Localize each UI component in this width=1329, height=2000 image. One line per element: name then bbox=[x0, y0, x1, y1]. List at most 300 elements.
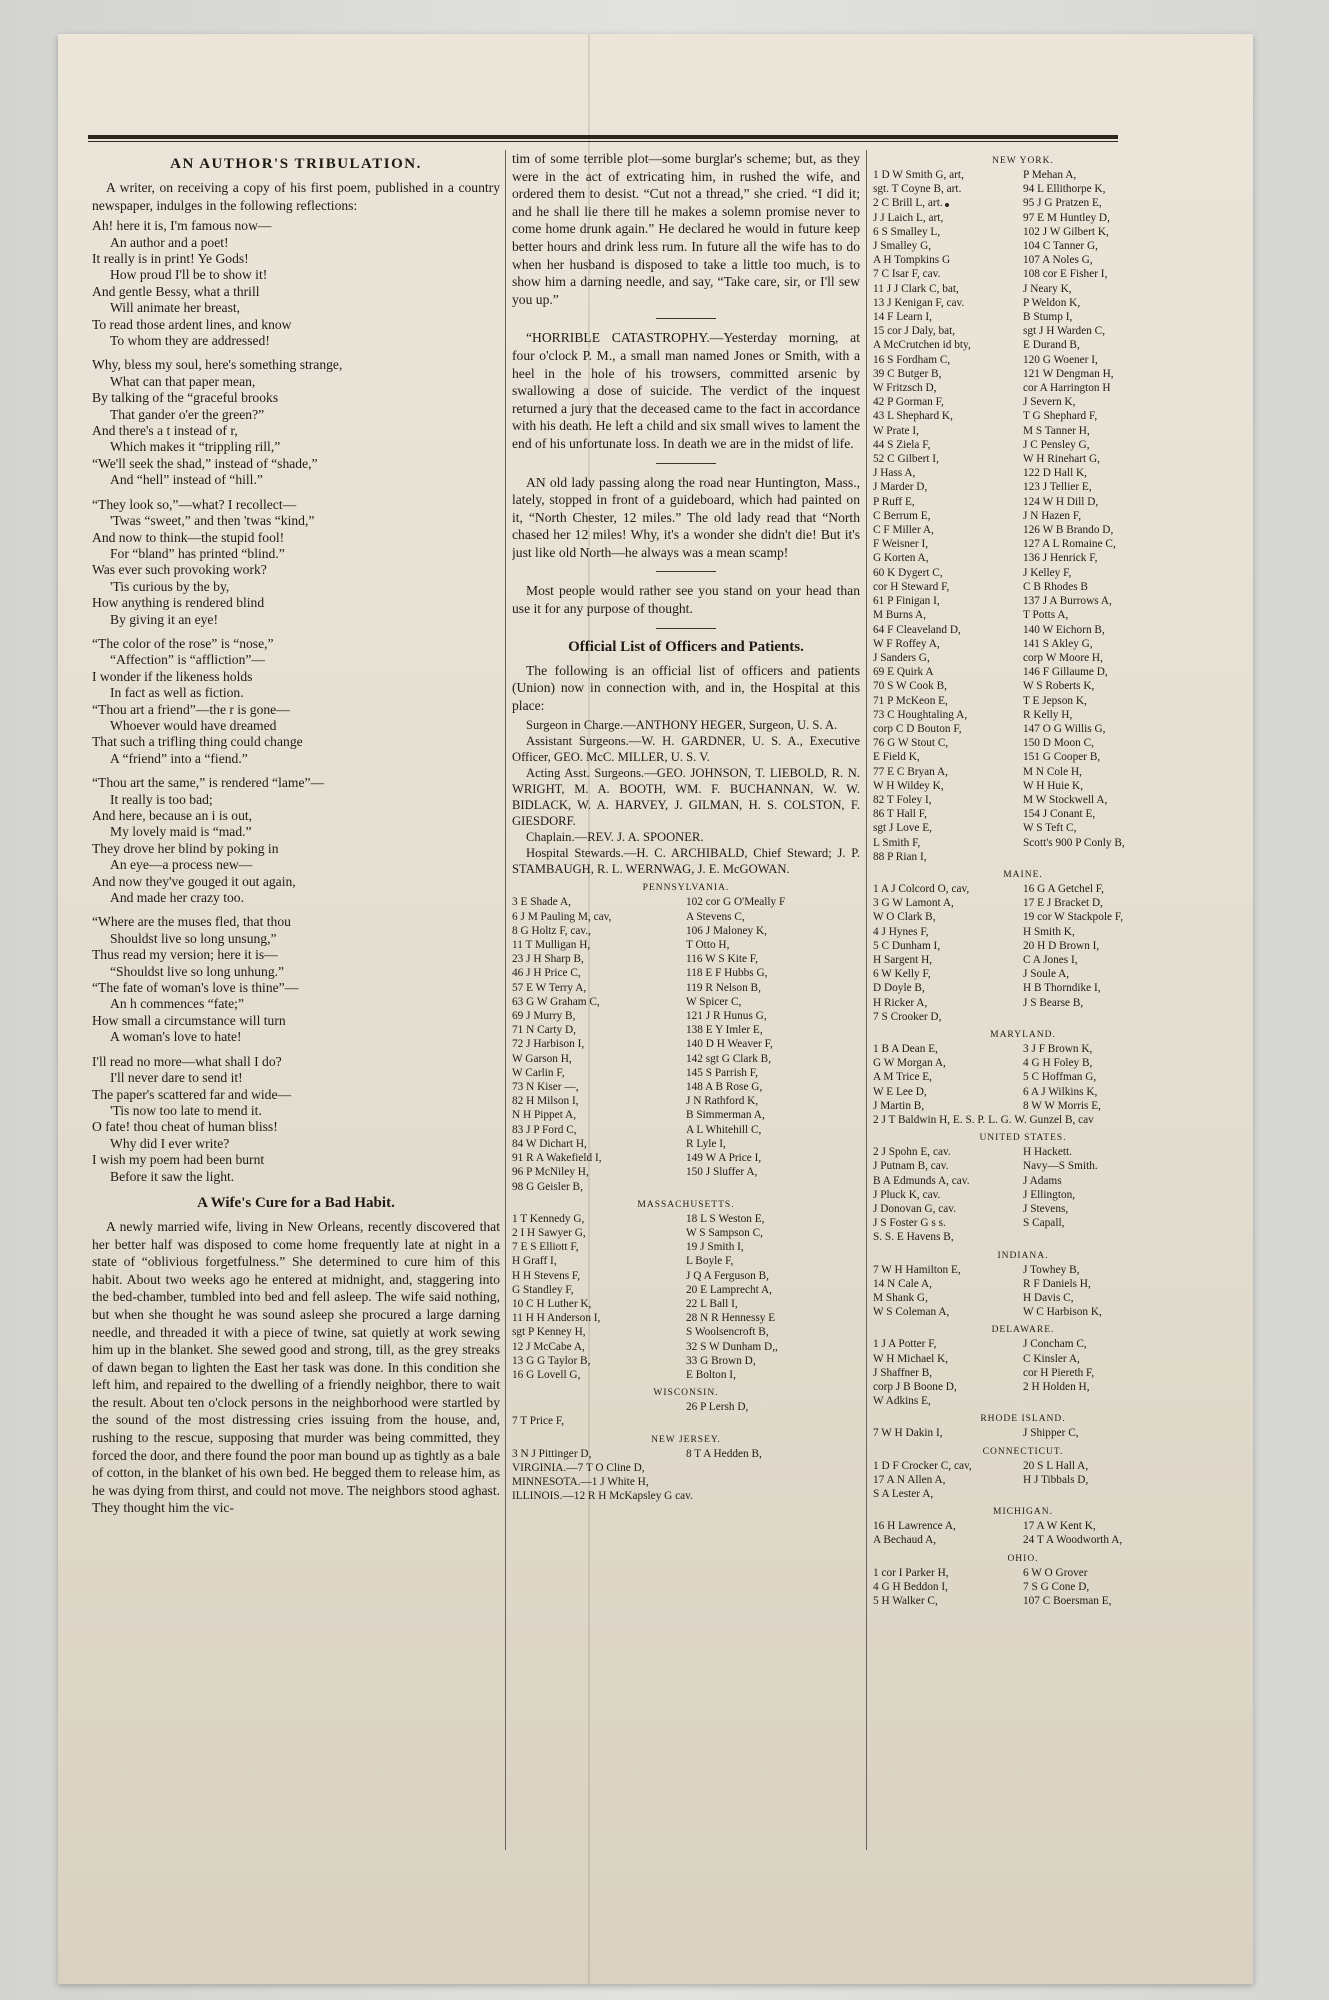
roster-entry: 83 J P Ford C, bbox=[512, 1123, 577, 1136]
poem-line: Was ever such provoking work? bbox=[92, 562, 267, 578]
poem-line: O fate! thou cheat of human bliss! bbox=[92, 1119, 278, 1135]
roster-entry: B Simmerman A, bbox=[686, 1109, 765, 1122]
poem-line: And now they've gouged it out again, bbox=[92, 873, 296, 889]
roster-entry: cor A Harrington H bbox=[1023, 382, 1111, 395]
roster-row bbox=[512, 1137, 860, 1151]
state-heading: MASSACHUSETTS. bbox=[637, 1199, 735, 1210]
roster-entry: J Severn K, bbox=[1023, 396, 1076, 409]
patient-list-right bbox=[873, 156, 1173, 1608]
roster-entry: 69 J Murry B, bbox=[512, 1010, 576, 1023]
roster-entry: 146 F Gillaume D, bbox=[1023, 666, 1108, 679]
roster-entry: 123 J Tellier E, bbox=[1023, 481, 1092, 494]
roster-entry: 140 W Eichorn B, bbox=[1023, 623, 1105, 636]
roster-row bbox=[873, 253, 1173, 267]
roster-entry: C Kinsler A, bbox=[1023, 1352, 1080, 1365]
poem-line: How small a circumstance will turn bbox=[92, 1012, 286, 1028]
roster-row bbox=[512, 952, 860, 966]
roster-entry: 1 D F Crocker C, cav, bbox=[873, 1459, 972, 1472]
staff-entry: Acting Asst. Surgeons.—GEO. JOHNSON, T. LIEBOLD, R. N. WRIGHT, M. A. BOOTH, WM. F. BUCHANNAN, W. W. BIDLACK, W. A. HARVEY, J. GILMAN, H. S. COLSTON, F. GIESDORF. bbox=[512, 766, 860, 829]
roster-entry: 57 E W Terry A, bbox=[512, 981, 587, 994]
roster-row bbox=[873, 1305, 1173, 1319]
poem-line: “We'll seek the shad,” instead of “shade,” bbox=[92, 455, 318, 471]
roster-entry: 60 K Dygert C, bbox=[873, 566, 943, 579]
roster-entry: 107 C Boersman E, bbox=[1023, 1595, 1112, 1608]
roster-row bbox=[512, 1180, 860, 1194]
roster-row bbox=[873, 1594, 1173, 1608]
poem-line: And here, because an i is out, bbox=[92, 808, 253, 823]
story-text: A newly married wife, living in New Orleans, recently discovered that her better half was disposed to come home frequently late at night in a state of “oblivious forgetfulness.” She determined to cure him of this habit. About two weeks ago he entered at midnight, and, staggering into the bed-chamber, tumbled into bed and fell asleep. The wife said nothing, but when she thought he was sound asleep she procured a large darning needle, and threaded it with a piece of twine, sat quietly at work sewing him up in the blanket. She sewed good and strong, till, as the grey streaks of dawn began to lighten the East her task was done. In this condition she left him, and repaired to the dwelling of a friendly neighbor, there to wait the result. About ten o'clock persons in the neighborhood were startled by the sound of the most distressing cries issuing from the house, and, rushing to the rescue, supposing that murder was being committed, they forced the door, and there found the poor man bound up as tightly as a bale of cotton, in the blanket of his own bed. He begged them to release him, as he was dying from thirst, and could not move. The neighbors stood aghast. They thought him the vic- bbox=[92, 1218, 500, 1516]
state-heading: MICHIGAN. bbox=[993, 1507, 1053, 1518]
roster-entry: J Donovan G, cav. bbox=[873, 1203, 957, 1216]
roster-entry: J Concham C, bbox=[1023, 1338, 1087, 1351]
roster-entry bbox=[1023, 1010, 1173, 1024]
state-roster bbox=[873, 1566, 1173, 1609]
roster-entry: M W Stockwell A, bbox=[1023, 793, 1108, 806]
roster-row bbox=[512, 995, 860, 1009]
roster-entry: 15 cor J Daly, bat, bbox=[873, 325, 956, 338]
roster-entry: 11 J J Clark C, bat, bbox=[873, 282, 959, 295]
state-roster bbox=[512, 1447, 860, 1461]
roster-entry: 7 T Price F, bbox=[512, 1415, 565, 1428]
roster-row bbox=[873, 765, 1173, 779]
poem-line: It really is in print! Ye Gods! bbox=[92, 251, 249, 266]
state-roster bbox=[512, 1400, 860, 1428]
roster-row bbox=[512, 1094, 860, 1108]
roster-row bbox=[873, 338, 1173, 352]
roster-row bbox=[512, 910, 860, 924]
poem-line: An h commences “fate;” bbox=[110, 996, 244, 1012]
roster-entry: 138 E Y Imler E, bbox=[686, 1024, 763, 1037]
roster-entry: 150 J Sluffer A, bbox=[686, 1166, 758, 1179]
roster-entry: 7 S Crooker D, bbox=[873, 1010, 942, 1023]
poem-line: How proud I'll be to show it! bbox=[110, 267, 268, 283]
roster-entry: W H Michael K, bbox=[873, 1352, 949, 1365]
roster-row bbox=[873, 896, 1173, 910]
roster-entry: W Spicer C, bbox=[686, 995, 742, 1008]
roster-entry: E Durand B, bbox=[1023, 339, 1080, 352]
roster-entry: H Ricker A, bbox=[873, 996, 928, 1009]
roster-entry: 6 A J Wilkins K, bbox=[1023, 1085, 1098, 1098]
roster-row bbox=[873, 807, 1173, 821]
roster-entry: sgt J Love E, bbox=[873, 822, 932, 835]
poem-line: The paper's scattered far and wide— bbox=[92, 1086, 292, 1102]
roster-entry: 82 H Milson I, bbox=[512, 1095, 579, 1108]
roster-entry: 121 J R Hunus G, bbox=[686, 1010, 767, 1023]
poem-line: 'Tis curious by the by, bbox=[110, 578, 230, 594]
poem-line: By giving it an eye! bbox=[110, 611, 218, 627]
roster-row bbox=[512, 1226, 860, 1240]
state-roster bbox=[873, 168, 1173, 864]
roster-entry: corp W Moore H, bbox=[1023, 651, 1103, 664]
roster-entry: 23 J H Sharp B, bbox=[512, 953, 584, 966]
roster-row bbox=[873, 708, 1173, 722]
roster-entry: 2 C Brill L, art. bbox=[873, 197, 943, 210]
roster-entry: 42 P Gorman F, bbox=[873, 396, 944, 409]
roster-entry: 28 N R Hennessy E bbox=[686, 1312, 776, 1325]
roster-entry: corp C D Bouton F, bbox=[873, 722, 962, 735]
roster-entry: W E Lee D, bbox=[873, 1085, 927, 1098]
roster-row bbox=[512, 924, 860, 938]
roster-entry: 22 L Ball I, bbox=[686, 1297, 738, 1310]
roster-row bbox=[873, 1010, 1173, 1024]
roster-entry: 18 L S Weston E, bbox=[686, 1212, 765, 1225]
state-heading: OHIO. bbox=[1007, 1553, 1039, 1564]
roster-entry: 136 J Henrick F, bbox=[1023, 552, 1098, 565]
poem-line: To read those ardent lines, and know bbox=[92, 316, 292, 332]
roster-entry bbox=[1023, 1230, 1173, 1244]
roster-entry: 16 H Lawrence A, bbox=[873, 1520, 956, 1533]
roster-entry: 150 D Moon C, bbox=[1023, 737, 1094, 750]
roster-entry: 97 E M Huntley D, bbox=[1023, 211, 1110, 224]
roster-entry: 120 G Woener I, bbox=[1023, 353, 1098, 366]
roster-row bbox=[873, 1366, 1173, 1380]
roster-entry: J Pluck K, cav. bbox=[873, 1188, 941, 1201]
roster-entry: 33 G Brown D, bbox=[686, 1354, 756, 1367]
poem-line: “The fate of woman's love is thine”— bbox=[92, 980, 299, 996]
roster-entry: J N Rathford K, bbox=[686, 1095, 759, 1108]
roster-entry: 44 S Ziela F, bbox=[873, 438, 931, 451]
roster-entry: 39 C Butger B, bbox=[873, 367, 942, 380]
roster-entry: J Putnam B, cav. bbox=[873, 1160, 949, 1173]
poem-stanza bbox=[92, 357, 500, 488]
roster-entry: G Standley F, bbox=[512, 1283, 574, 1296]
poem-line: “Thou art the same,” is rendered “lame”— bbox=[92, 775, 325, 791]
roster-entry: J Sanders G, bbox=[873, 651, 930, 664]
roster-entry: 124 W H Dill D, bbox=[1023, 495, 1099, 508]
roster-row bbox=[512, 1151, 860, 1165]
roster-entry: T Otto H, bbox=[686, 939, 730, 952]
roster-entry: J Hass A, bbox=[873, 467, 916, 480]
state-roster bbox=[512, 895, 860, 1193]
roster-entry: H Hackett. bbox=[1023, 1146, 1072, 1159]
roster-entry: 11 T Mulligan H, bbox=[512, 939, 591, 952]
state-heading: NEW JERSEY. bbox=[651, 1434, 721, 1445]
roster-entry: A H Tompkins G bbox=[873, 254, 951, 267]
roster-entry: 7 W H Hamilton E, bbox=[873, 1263, 961, 1276]
state-roster bbox=[873, 1145, 1173, 1244]
roster-entry: 119 R Nelson B, bbox=[686, 981, 761, 994]
roster-entry: 1 cor I Parker H, bbox=[873, 1566, 949, 1579]
roster-entry: 108 cor E Fisher I, bbox=[1023, 268, 1108, 281]
roster-entry: 3 E Shade A, bbox=[512, 896, 571, 909]
roster-row bbox=[512, 1052, 860, 1066]
roster-entry: Navy—S Smith. bbox=[1023, 1160, 1098, 1173]
state-roster bbox=[873, 1459, 1173, 1502]
roster-line: MINNESOTA.—1 J White H, bbox=[512, 1475, 649, 1488]
roster-entry: 82 T Foley I, bbox=[873, 793, 932, 806]
roster-entry: S. S. E Havens B, bbox=[873, 1231, 954, 1244]
roster-entry: 77 E C Bryan A, bbox=[873, 765, 948, 778]
roster-row bbox=[873, 395, 1173, 409]
roster-entry: 149 W A Price I, bbox=[686, 1152, 762, 1165]
state-heading: MAINE. bbox=[1003, 869, 1043, 880]
roster-entry: J Ellington, bbox=[1023, 1188, 1076, 1201]
roster-entry: 61 P Finigan I, bbox=[873, 595, 940, 608]
patient-list-tail bbox=[512, 1461, 860, 1504]
roster-row bbox=[512, 1283, 860, 1297]
roster-entry: 148 A B Rose G, bbox=[686, 1081, 763, 1094]
roster-entry: 127 A L Romaine C, bbox=[1023, 538, 1116, 551]
roster-row bbox=[873, 324, 1173, 338]
top-rule-thin bbox=[88, 141, 1118, 142]
roster-entry: 1 T Kennedy G, bbox=[512, 1212, 585, 1225]
roster-entry: sgt J H Warden C, bbox=[1023, 325, 1106, 338]
roster-entry: W S Roberts K, bbox=[1023, 680, 1095, 693]
roster-entry: 17 A W Kent K, bbox=[1023, 1520, 1096, 1533]
roster-entry: C B Rhodes B bbox=[1023, 580, 1088, 593]
roster-entry: 4 J Hynes F, bbox=[873, 925, 929, 938]
roster-row bbox=[873, 296, 1173, 310]
poem-line: What can that paper mean, bbox=[110, 373, 256, 389]
roster-row bbox=[873, 736, 1173, 750]
state-roster bbox=[873, 1426, 1173, 1440]
roster-entry: H Smith K, bbox=[1023, 925, 1075, 938]
state-heading: MARYLAND. bbox=[990, 1029, 1056, 1040]
roster-row bbox=[873, 1580, 1173, 1594]
roster-entry: 73 N Kiser —, bbox=[512, 1081, 579, 1094]
roster-row bbox=[873, 409, 1173, 423]
roster-row bbox=[512, 1037, 860, 1051]
roster-entry: D Doyle B, bbox=[873, 982, 925, 995]
roster-entry: 121 W Dengman H, bbox=[1023, 367, 1114, 380]
roster-row bbox=[873, 509, 1173, 523]
roster-entry: 107 A Noles G, bbox=[1023, 254, 1093, 267]
roster-row bbox=[512, 895, 860, 909]
roster-row bbox=[873, 1188, 1173, 1202]
roster-entry: W F Roffey A, bbox=[873, 637, 940, 650]
roster-entry: J Shaffner B, bbox=[873, 1366, 933, 1379]
roster-entry: W Prate I, bbox=[873, 424, 919, 437]
roster-entry: H J Tibbals D, bbox=[1023, 1473, 1089, 1486]
roster-row bbox=[873, 882, 1173, 896]
poem-line: Ah! here it is, I'm famous now— bbox=[92, 218, 272, 234]
roster-entry: 71 N Carty D, bbox=[512, 1024, 577, 1037]
roster-entry: 122 D Hall K, bbox=[1023, 467, 1088, 480]
hospital-staff bbox=[512, 717, 860, 877]
roster-row bbox=[873, 953, 1173, 967]
roster-entry: 6 W Kelly F, bbox=[873, 968, 931, 981]
roster-entry: J Smalley G, bbox=[873, 240, 932, 253]
roster-row bbox=[873, 1380, 1173, 1394]
roster-row bbox=[873, 836, 1173, 850]
poem-line: It really is too bad; bbox=[110, 791, 213, 807]
roster-entry: 16 G A Getchel F, bbox=[1023, 882, 1104, 895]
staff-entry: Surgeon in Charge.—ANTHONY HEGER, Surgeon, U. S. A. bbox=[526, 718, 838, 733]
roster-row bbox=[873, 225, 1173, 239]
roster-entry: 3 N J Pittinger D, bbox=[512, 1447, 592, 1460]
poem-line: An author and a poet! bbox=[110, 234, 229, 250]
roster-row bbox=[873, 1394, 1173, 1408]
roster-entry: 8 W W Morris E, bbox=[1023, 1099, 1101, 1112]
roster-row bbox=[873, 1426, 1173, 1440]
roster-row bbox=[873, 466, 1173, 480]
state-heading: DELAWARE. bbox=[991, 1325, 1055, 1336]
roster-row bbox=[873, 1263, 1173, 1277]
roster-row bbox=[873, 353, 1173, 367]
roster-entry: W Fritzsch D, bbox=[873, 382, 937, 395]
roster-entry: 1 J A Potter F, bbox=[873, 1338, 937, 1351]
roster-entry: J J Laich L, art, bbox=[873, 211, 944, 224]
roster-row bbox=[873, 1099, 1173, 1113]
story-title: A Wife's Cure for a Bad Habit. bbox=[197, 1194, 395, 1211]
roster-entry: J N Hazen F, bbox=[1023, 509, 1082, 522]
poem-line: How anything is rendered blind bbox=[92, 595, 265, 611]
roster-row bbox=[873, 438, 1173, 452]
roster-entry: 1 D W Smith G, art, bbox=[873, 169, 964, 181]
roster-entry: 94 L Ellithorpe K, bbox=[1023, 183, 1106, 196]
poem-line: “Affection” is “affliction”— bbox=[110, 652, 266, 668]
poem-stanza bbox=[92, 914, 500, 1045]
roster-entry: 137 J A Burrows A, bbox=[1023, 595, 1112, 608]
roster-row bbox=[512, 1368, 860, 1382]
roster-entry: 154 J Conant E, bbox=[1023, 808, 1096, 821]
roster-entry: M Shank G, bbox=[873, 1292, 928, 1305]
roster-entry: A Bechaud A, bbox=[873, 1534, 937, 1547]
roster-entry: P Weldon K, bbox=[1023, 296, 1081, 309]
state-heading: NEW YORK. bbox=[992, 156, 1054, 166]
roster-row bbox=[873, 1459, 1173, 1473]
roster-entry: 17 E J Bracket D, bbox=[1023, 897, 1103, 910]
roster-entry: R F Daniels H, bbox=[1023, 1277, 1091, 1290]
roster-entry: 7 C Isar F, cav. bbox=[873, 268, 941, 281]
roster-row bbox=[512, 1311, 860, 1325]
roster-entry: 43 L Shephard K, bbox=[873, 410, 953, 423]
roster-entry: sgt. T Coyne B, art. bbox=[873, 183, 962, 196]
list-intro: The following is an official list of officers and patients (Union) now in connection with, and in, the Hospital at this place: bbox=[512, 662, 860, 713]
poem-line: An eye—a process new— bbox=[110, 857, 253, 873]
poem-line: By talking of the “graceful brooks bbox=[92, 390, 279, 406]
roster-row bbox=[873, 282, 1173, 296]
roster-entry: 91 R A Wakefield I, bbox=[512, 1152, 602, 1165]
roster-row bbox=[873, 967, 1173, 981]
roster-line: 2 J T Baldwin H, E. S. P. L. G. W. Gunzel B, cav bbox=[873, 1114, 1094, 1126]
poem-line: I wish my poem had been burnt bbox=[92, 1152, 265, 1168]
roster-entry: 5 C Hoffman G, bbox=[1023, 1071, 1097, 1084]
poem-line: In fact as well as fiction. bbox=[110, 685, 244, 701]
staff-entry: Assistant Surgeons.—W. H. GARDNER, U. S. A., Executive Officer, GEO. McC. MILLER, U. S. V. bbox=[512, 734, 860, 765]
poem-line: My lovely maid is “mad.” bbox=[110, 824, 252, 840]
roster-entry: C A Jones I, bbox=[1023, 953, 1078, 966]
roster-row bbox=[873, 211, 1173, 225]
roster-row bbox=[873, 1085, 1173, 1099]
roster-entry: 96 P McNiley H, bbox=[512, 1166, 589, 1179]
roster-row bbox=[512, 1240, 860, 1254]
poem-line: Why did I ever write? bbox=[110, 1135, 230, 1151]
roster-entry: P Ruff E, bbox=[873, 495, 915, 508]
poem-line: Thus read my version; here it is— bbox=[92, 947, 278, 963]
separator bbox=[656, 318, 716, 319]
poem-line: “Shouldst live so long unhung.” bbox=[110, 963, 285, 979]
roster-entry: 4 G H Beddon I, bbox=[873, 1580, 948, 1593]
poem-stanza bbox=[92, 497, 500, 628]
roster-entry: W S Coleman A, bbox=[873, 1306, 950, 1319]
roster-entry: Scott's 900 P Conly B, bbox=[1023, 836, 1125, 849]
roster-entry: G W Morgan A, bbox=[873, 1057, 946, 1070]
quip-paragraph: Most people would rather see you stand on your head than use it for any purpose of thought. bbox=[512, 583, 860, 617]
separator bbox=[656, 571, 716, 572]
roster-entry: C Berrum E, bbox=[873, 509, 931, 522]
poem-line: I'll read no more—what shall I do? bbox=[92, 1053, 282, 1069]
roster-entry: N H Pippet A, bbox=[512, 1109, 577, 1122]
roster-row bbox=[512, 1123, 860, 1137]
roster-row bbox=[873, 665, 1173, 679]
roster-row bbox=[873, 566, 1173, 580]
roster-entry: 63 G W Graham C, bbox=[512, 995, 600, 1008]
roster-entry: J Soule A, bbox=[1023, 968, 1070, 981]
roster-row bbox=[873, 679, 1173, 693]
poem-line: To whom they are addressed! bbox=[110, 333, 270, 349]
roster-entry: W C Harbison K, bbox=[1023, 1306, 1102, 1319]
roster-row bbox=[512, 981, 860, 995]
column-rule bbox=[866, 150, 867, 1850]
roster-entry: 10 C H Luther K, bbox=[512, 1297, 592, 1310]
roster-entry: J Towhey B, bbox=[1023, 1263, 1080, 1276]
poem-line: That such a trifling thing could change bbox=[92, 734, 303, 750]
state-roster bbox=[873, 1113, 1173, 1127]
poem-line: 'Tis now too late to mend it. bbox=[110, 1102, 262, 1118]
roster-row bbox=[873, 925, 1173, 939]
roster-row bbox=[873, 1042, 1173, 1056]
roster-entry: 145 S Parrish F, bbox=[686, 1066, 758, 1079]
roster-entry: H H Stevens F, bbox=[512, 1269, 581, 1282]
roster-row bbox=[873, 750, 1173, 764]
roster-entry bbox=[1023, 1487, 1173, 1501]
roster-row bbox=[873, 1202, 1173, 1216]
roster-entry: 19 J Smith I, bbox=[686, 1241, 744, 1254]
poem-line: And now to think—the stupid fool! bbox=[92, 529, 285, 545]
roster-entry: J Marder D, bbox=[873, 481, 928, 494]
roster-entry: M S Tanner H, bbox=[1023, 424, 1090, 437]
roster-entry: R Lyle I, bbox=[686, 1137, 726, 1150]
roster-row bbox=[873, 267, 1173, 281]
roster-row bbox=[873, 1473, 1173, 1487]
poem-line: “Where are the muses fled, that thou bbox=[92, 914, 291, 930]
roster-entry: W H Huie K, bbox=[1023, 779, 1084, 792]
roster-row bbox=[873, 1216, 1173, 1230]
roster-row bbox=[873, 537, 1173, 551]
roster-entry: 52 C Gilbert I, bbox=[873, 453, 939, 466]
roster-entry: sgt P Kenney H, bbox=[512, 1326, 586, 1339]
roster-entry: J Stevens, bbox=[1023, 1203, 1069, 1216]
staff-entry: Chaplain.—REV. J. A. SPOONER. bbox=[526, 830, 704, 845]
roster-row bbox=[512, 1066, 860, 1080]
poem-stanza bbox=[92, 636, 500, 767]
roster-entry: 86 T Hall F, bbox=[873, 808, 927, 821]
roster-row bbox=[512, 938, 860, 952]
column-right bbox=[873, 150, 1173, 1950]
roster-entry: 5 H Walker C, bbox=[873, 1595, 938, 1608]
roster-row bbox=[873, 1337, 1173, 1351]
roster-entry: 69 E Quirk A bbox=[873, 666, 934, 679]
roster-entry: 104 C Tanner G, bbox=[1023, 240, 1098, 253]
roster-entry: 71 P McKeon E, bbox=[873, 694, 948, 707]
roster-entry: J Shipper C, bbox=[1023, 1427, 1079, 1440]
state-roster bbox=[873, 1042, 1173, 1113]
state-heading: RHODE ISLAND. bbox=[980, 1414, 1066, 1425]
roster-entry: corp J B Boone D, bbox=[873, 1381, 957, 1394]
roster-entry: 6 J M Pauling M, cav, bbox=[512, 910, 612, 923]
column-middle bbox=[512, 150, 860, 1950]
roster-row bbox=[873, 1056, 1173, 1070]
roster-entry: 142 sgt G Clark B, bbox=[686, 1052, 772, 1065]
roster-entry: 72 J Harbison I, bbox=[512, 1038, 585, 1051]
poem-line: Which makes it “trippling rill,” bbox=[110, 439, 281, 455]
roster-row bbox=[873, 551, 1173, 565]
roster-row bbox=[873, 1174, 1173, 1188]
poem-line: Whoever would have dreamed bbox=[110, 717, 277, 733]
poem-line: “The color of the rose” is “nose,” bbox=[92, 635, 274, 651]
roster-entry: 11 H H Anderson I, bbox=[512, 1312, 601, 1325]
